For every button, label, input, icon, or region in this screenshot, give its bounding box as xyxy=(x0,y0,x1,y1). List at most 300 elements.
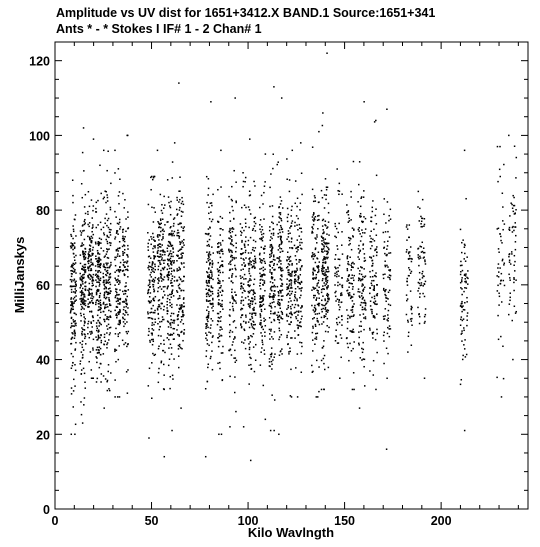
data-point xyxy=(252,321,254,323)
data-point xyxy=(273,233,275,235)
data-point xyxy=(263,295,265,297)
data-point xyxy=(108,339,110,341)
data-point xyxy=(87,236,89,238)
data-point xyxy=(154,264,156,266)
data-point xyxy=(119,248,121,250)
data-point xyxy=(500,283,502,285)
data-point xyxy=(161,204,163,206)
data-point xyxy=(297,353,299,355)
data-point xyxy=(243,283,245,285)
data-point xyxy=(241,327,243,329)
data-point xyxy=(173,251,175,253)
data-point xyxy=(353,263,355,265)
data-point xyxy=(158,239,160,241)
data-point xyxy=(122,318,124,320)
data-point xyxy=(350,191,352,193)
data-point xyxy=(359,291,361,293)
data-point xyxy=(322,229,324,231)
data-point xyxy=(312,232,314,234)
data-point xyxy=(295,255,297,257)
data-point xyxy=(383,289,385,291)
data-point xyxy=(72,249,74,251)
data-point xyxy=(115,265,117,267)
data-point xyxy=(108,218,110,220)
data-point xyxy=(270,244,272,246)
data-point xyxy=(167,298,169,300)
data-point xyxy=(91,242,93,244)
data-point xyxy=(297,286,299,288)
data-point xyxy=(373,316,375,318)
data-point xyxy=(362,284,364,286)
data-point xyxy=(103,280,105,282)
data-point xyxy=(210,211,212,213)
data-point xyxy=(100,381,102,383)
data-point xyxy=(179,335,181,337)
data-point xyxy=(103,250,105,252)
data-point xyxy=(255,247,257,249)
data-point xyxy=(221,306,223,308)
data-point xyxy=(84,206,86,208)
data-point xyxy=(259,313,261,315)
data-point xyxy=(234,350,236,352)
data-point xyxy=(280,212,282,214)
data-point xyxy=(348,280,350,282)
data-point xyxy=(97,315,99,317)
data-point xyxy=(243,230,245,232)
data-point xyxy=(210,101,212,103)
data-point xyxy=(212,264,214,266)
data-point xyxy=(322,220,324,222)
data-point xyxy=(250,335,252,337)
data-point xyxy=(347,343,349,345)
data-point xyxy=(286,260,288,262)
data-point xyxy=(242,288,244,290)
data-point xyxy=(91,292,93,294)
data-point xyxy=(289,347,291,349)
data-point xyxy=(249,305,251,307)
data-point xyxy=(97,291,99,293)
data-point xyxy=(500,280,502,282)
data-point xyxy=(425,314,427,316)
data-point xyxy=(160,277,162,279)
data-point xyxy=(464,281,466,283)
data-point xyxy=(212,293,214,295)
data-point xyxy=(338,301,340,303)
data-point xyxy=(74,219,76,221)
data-point xyxy=(376,246,378,248)
data-point xyxy=(183,290,185,292)
data-point xyxy=(168,347,170,349)
data-point xyxy=(162,212,164,214)
data-point xyxy=(300,248,302,250)
data-point xyxy=(295,297,297,299)
data-point xyxy=(222,260,224,262)
data-point xyxy=(286,315,288,317)
data-point xyxy=(171,230,173,232)
data-point xyxy=(262,236,264,238)
data-point xyxy=(179,209,181,211)
data-point xyxy=(361,295,363,297)
data-point xyxy=(245,177,247,179)
data-point xyxy=(80,263,82,265)
data-point xyxy=(127,276,129,278)
data-point xyxy=(159,224,161,226)
data-point xyxy=(164,260,166,262)
data-point xyxy=(319,261,321,263)
data-point xyxy=(271,368,273,370)
data-point xyxy=(96,325,98,327)
data-point xyxy=(369,328,371,330)
data-point xyxy=(211,266,213,268)
data-point xyxy=(207,272,209,274)
data-point xyxy=(325,274,327,276)
data-point xyxy=(74,271,76,273)
data-point xyxy=(125,310,127,312)
data-point xyxy=(371,245,373,247)
data-point xyxy=(169,268,171,270)
data-point xyxy=(91,270,93,272)
data-point xyxy=(300,268,302,270)
data-point xyxy=(171,307,173,309)
data-point xyxy=(316,318,318,320)
data-point xyxy=(84,254,86,256)
data-point xyxy=(359,251,361,253)
data-point xyxy=(176,260,178,262)
data-point xyxy=(335,296,337,298)
data-point xyxy=(360,357,362,359)
data-point xyxy=(81,301,83,303)
data-point xyxy=(264,185,266,187)
data-point xyxy=(410,258,412,260)
data-point xyxy=(317,220,319,222)
data-point xyxy=(218,302,220,304)
data-point xyxy=(291,337,293,339)
data-point xyxy=(87,224,89,226)
data-point xyxy=(290,395,292,397)
data-point xyxy=(244,339,246,341)
data-point xyxy=(245,236,247,238)
data-point xyxy=(336,228,338,230)
data-point xyxy=(371,311,373,313)
data-point xyxy=(325,307,327,309)
data-point xyxy=(387,353,389,355)
data-point xyxy=(288,274,290,276)
data-point xyxy=(270,281,272,283)
data-point xyxy=(383,278,385,280)
data-point xyxy=(73,319,75,321)
data-point xyxy=(147,232,149,234)
data-point xyxy=(466,277,468,279)
data-point xyxy=(125,269,127,271)
data-point xyxy=(171,430,173,432)
data-point xyxy=(328,248,330,250)
data-point xyxy=(183,280,185,282)
data-point xyxy=(70,327,72,329)
data-point xyxy=(312,326,314,328)
data-point xyxy=(118,298,120,300)
data-point xyxy=(160,335,162,337)
data-point xyxy=(282,284,284,286)
data-point xyxy=(373,315,375,317)
data-point xyxy=(108,319,110,321)
data-point xyxy=(149,368,151,370)
data-point xyxy=(80,285,82,287)
data-point xyxy=(104,234,106,236)
data-point xyxy=(286,278,288,280)
data-point xyxy=(83,349,85,351)
data-point xyxy=(114,259,116,261)
data-point xyxy=(154,319,156,321)
data-point xyxy=(95,258,97,260)
data-point xyxy=(461,281,463,283)
data-point xyxy=(117,255,119,257)
data-point xyxy=(153,286,155,288)
data-point xyxy=(362,248,364,250)
data-point xyxy=(233,310,235,312)
data-point xyxy=(245,316,247,318)
data-point xyxy=(420,223,422,225)
data-point xyxy=(515,279,517,281)
data-point xyxy=(328,294,330,296)
data-point xyxy=(270,236,272,238)
data-point xyxy=(85,290,87,292)
data-point xyxy=(84,264,86,266)
data-point xyxy=(289,227,291,229)
data-point xyxy=(168,255,170,257)
data-point xyxy=(167,304,169,306)
data-point xyxy=(109,229,111,231)
data-point xyxy=(230,264,232,266)
data-point xyxy=(300,290,302,292)
data-point xyxy=(323,346,325,348)
data-point xyxy=(153,239,155,241)
data-point xyxy=(371,285,373,287)
data-point xyxy=(159,256,161,258)
data-point xyxy=(210,304,212,306)
data-point xyxy=(162,316,164,318)
data-point xyxy=(252,317,254,319)
data-point xyxy=(207,321,209,323)
data-point xyxy=(128,289,130,291)
data-point xyxy=(358,252,360,254)
data-point xyxy=(84,373,86,375)
data-point xyxy=(371,280,373,282)
data-point xyxy=(350,219,352,221)
data-point xyxy=(106,347,108,349)
data-point xyxy=(294,222,296,224)
data-point xyxy=(74,364,76,366)
data-point xyxy=(181,255,183,257)
data-point xyxy=(328,212,330,214)
data-point xyxy=(90,297,92,299)
data-point xyxy=(100,348,102,350)
data-point xyxy=(96,227,98,229)
data-point xyxy=(157,235,159,237)
data-point xyxy=(107,272,109,274)
data-point xyxy=(254,296,256,298)
data-point xyxy=(160,227,162,229)
data-point xyxy=(357,268,359,270)
data-point xyxy=(279,247,281,249)
data-point xyxy=(349,330,351,332)
data-point xyxy=(96,202,98,204)
data-point xyxy=(148,285,150,287)
data-point xyxy=(71,281,73,283)
data-point xyxy=(208,332,210,334)
data-point xyxy=(109,327,111,329)
data-point xyxy=(327,268,329,270)
data-point xyxy=(270,330,272,332)
data-point xyxy=(360,266,362,268)
data-point xyxy=(123,301,125,303)
data-point xyxy=(160,270,162,272)
data-point xyxy=(245,252,247,254)
data-point xyxy=(155,354,157,356)
data-point xyxy=(261,247,263,249)
data-point xyxy=(296,298,298,300)
data-point xyxy=(353,315,355,317)
data-point xyxy=(152,280,154,282)
data-point xyxy=(339,183,341,185)
data-point xyxy=(99,283,101,285)
data-point xyxy=(499,169,501,171)
data-point xyxy=(262,341,264,343)
data-point xyxy=(242,172,244,174)
data-point xyxy=(127,266,129,268)
data-point xyxy=(81,292,83,294)
data-point xyxy=(124,252,126,254)
data-point xyxy=(516,157,518,159)
data-point xyxy=(167,248,169,250)
data-point xyxy=(261,347,263,349)
data-point xyxy=(235,257,237,259)
data-point xyxy=(312,318,314,320)
data-point xyxy=(295,312,297,314)
data-point xyxy=(289,179,291,181)
data-point xyxy=(252,247,254,249)
data-point xyxy=(360,304,362,306)
data-point xyxy=(334,275,336,277)
data-point xyxy=(163,231,165,233)
data-point xyxy=(206,280,208,282)
data-point xyxy=(348,261,350,263)
data-point xyxy=(232,298,234,300)
data-point xyxy=(365,228,367,230)
data-point xyxy=(126,346,128,348)
data-point xyxy=(98,300,100,302)
data-point xyxy=(290,300,292,302)
data-point xyxy=(250,275,252,277)
data-point xyxy=(259,279,261,281)
data-point xyxy=(119,267,121,269)
data-point xyxy=(114,257,116,259)
data-point xyxy=(81,334,83,336)
data-point xyxy=(81,295,83,297)
data-point xyxy=(184,329,186,331)
data-point xyxy=(151,300,153,302)
data-point xyxy=(243,426,245,428)
data-point xyxy=(254,279,256,281)
data-point xyxy=(234,362,236,364)
data-point xyxy=(263,329,265,331)
data-point xyxy=(280,263,282,265)
data-point xyxy=(155,277,157,279)
data-point xyxy=(371,260,373,262)
data-point xyxy=(264,353,266,355)
data-point xyxy=(115,236,117,238)
data-point xyxy=(411,261,413,263)
data-point xyxy=(418,191,420,193)
data-point xyxy=(376,313,378,315)
data-point xyxy=(363,329,365,331)
data-point xyxy=(279,232,281,234)
data-point xyxy=(109,292,111,294)
data-point xyxy=(296,224,298,226)
data-point xyxy=(389,236,391,238)
data-point xyxy=(177,291,179,293)
data-point xyxy=(387,333,389,335)
data-point xyxy=(249,273,251,275)
data-point xyxy=(336,276,338,278)
data-point xyxy=(279,336,281,338)
data-point xyxy=(294,225,296,227)
data-point xyxy=(205,356,207,358)
data-point xyxy=(407,278,409,280)
data-point xyxy=(81,300,83,302)
data-point xyxy=(164,224,166,226)
data-point xyxy=(323,246,325,248)
data-point xyxy=(316,336,318,338)
x-tick-label: 0 xyxy=(51,514,59,528)
data-point xyxy=(158,372,160,374)
data-point xyxy=(219,253,221,255)
data-point xyxy=(160,246,162,248)
data-point xyxy=(460,324,462,326)
data-point xyxy=(167,295,169,297)
data-point xyxy=(313,278,315,280)
data-point xyxy=(406,281,408,283)
data-point xyxy=(122,291,124,293)
data-point xyxy=(100,247,102,249)
data-point xyxy=(71,266,73,268)
data-point xyxy=(425,308,427,310)
data-point xyxy=(158,306,160,308)
data-point xyxy=(232,303,234,305)
data-point xyxy=(359,314,361,316)
data-point xyxy=(327,301,329,303)
data-point xyxy=(243,278,245,280)
data-point xyxy=(296,300,298,302)
data-point xyxy=(322,268,324,270)
data-point xyxy=(463,330,465,332)
data-point xyxy=(101,239,103,241)
data-point xyxy=(497,290,499,292)
data-point xyxy=(184,306,186,308)
data-point xyxy=(74,338,76,340)
data-point xyxy=(351,266,353,268)
data-point xyxy=(206,339,208,341)
data-point xyxy=(336,168,338,170)
data-point xyxy=(466,319,468,321)
data-point xyxy=(290,287,292,289)
data-point xyxy=(181,348,183,350)
data-point xyxy=(287,208,289,210)
data-point xyxy=(149,296,151,298)
data-point xyxy=(105,262,107,264)
data-point xyxy=(97,299,99,301)
data-point xyxy=(82,329,84,331)
data-point xyxy=(211,205,213,207)
